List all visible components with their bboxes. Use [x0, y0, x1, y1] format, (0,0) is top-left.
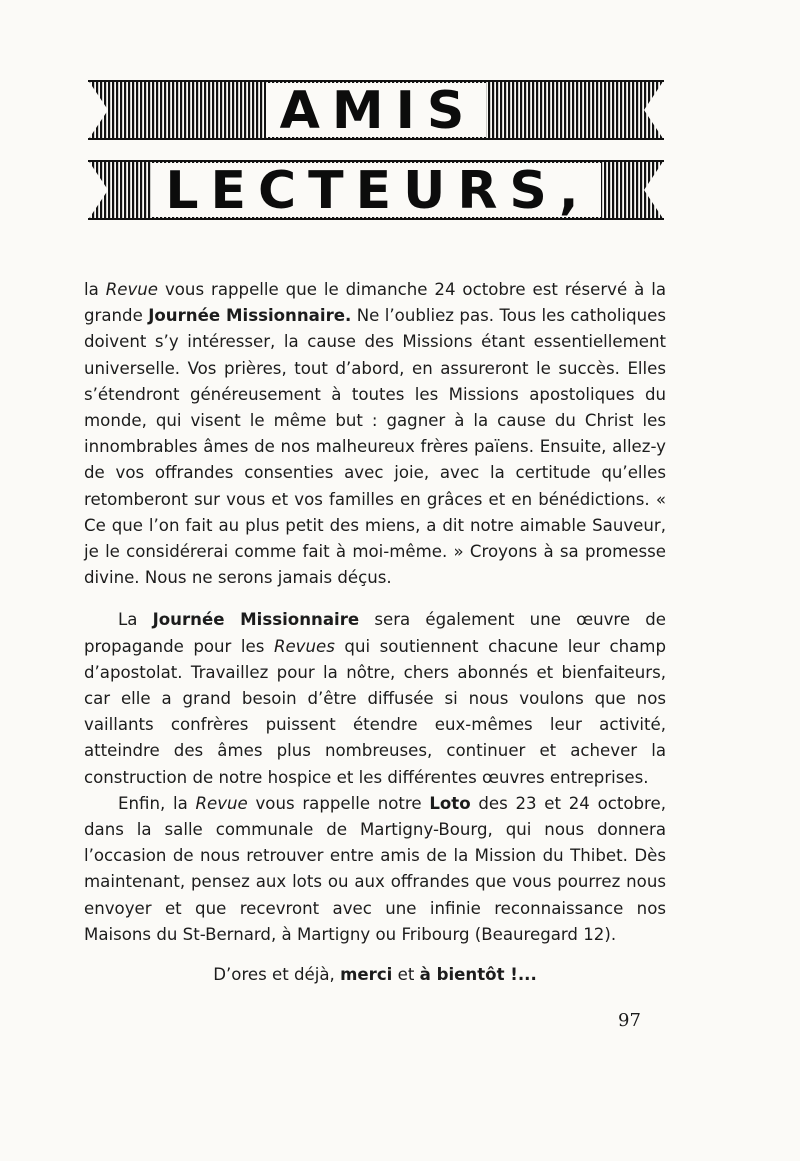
- text-segment: Ne l’oubliez pas. Tous les catholiques doivent s’y intéresser, la cause des Missions étant essentiellement universelle. Vos prières, tout d’abord, en assureront le succès. Elles s’étendront généreusement à toutes les Missions apostoliques du monde, qui visent le même but : gagner à la cause du Christ les innombrables âmes de nos malheureux frères païens. Ensuite, allez-y de vos offrandes consenties avec joie, avec la certitude qu’elles retomberont sur vous et vos familles en grâces et en bénédictions. « Ce que l’on fait au plus petit des miens, a dit notre aimable Sauveur, je le considérerai comme fait à moi-même. » Croyons à sa promesse divine. Nous ne serons jamais déçus.: [84, 306, 667, 588]
- banner-title-amis: AMIS: [266, 83, 487, 137]
- banner-title-lecteurs: LECTEURS,: [151, 163, 600, 217]
- paragraph-2: [84, 607, 666, 790]
- closing-bientot: à bientôt !...: [419, 965, 537, 984]
- title-banner-amis: [88, 80, 664, 140]
- text-segment: des 23 et 24 octobre, dans la salle communale de Martigny-Bourg, qui nous donnera l’occasion de nous retrouver entre amis de la Mission du Thibet. Dès maintenant, pensez aux lots ou aux offrandes que vous pourrez nous envoyer et que recevront avec une infinie reconnaissance nos Maisons du St-Bernard, à Martigny ou Fribourg (Beauregard 12).: [84, 793, 666, 944]
- text-segment: La: [118, 610, 153, 630]
- paragraph-1: [84, 277, 666, 591]
- article-body: [84, 277, 666, 948]
- page-number: 97: [618, 1010, 641, 1031]
- text-segment: la: [84, 280, 106, 299]
- title-banner-lecteurs: [88, 160, 664, 220]
- text-segment: qui soutiennent chacune leur champ d’apostolat. Travaillez pour la nôtre, chers abonnés et bienfaiteurs, car elle a grand besoin d’être diffusée si nous voulons que nos vaillants confrères puissent étendre eux-mêmes leur activité, atteindre des âmes plus nombreuses, continuer et achever la construction de notre hospice et les différentes œuvres entreprises.: [84, 636, 667, 787]
- text-segment: Journée Missionnaire.: [148, 306, 352, 326]
- closing-et: et: [392, 965, 420, 984]
- text-segment: Revue: [105, 280, 159, 299]
- text-segment: vous rappelle notre: [247, 793, 430, 813]
- closing-lead: D’ores et déjà,: [213, 965, 341, 984]
- text-segment: Loto: [429, 793, 471, 813]
- text-segment: Enfin, la: [118, 793, 196, 813]
- closing-merci: merci: [340, 965, 393, 984]
- text-segment: Revues: [273, 636, 335, 656]
- text-segment: Revue: [195, 793, 248, 813]
- closing-line: [84, 962, 666, 988]
- text-segment: sera également une œuvre de propagande pour les: [84, 610, 666, 656]
- text-segment: vous rappelle que le dimanche 24 octobre est réservé à la grande: [84, 280, 666, 326]
- paragraph-3: [84, 791, 666, 948]
- text-segment: Journée Missionnaire: [152, 610, 360, 630]
